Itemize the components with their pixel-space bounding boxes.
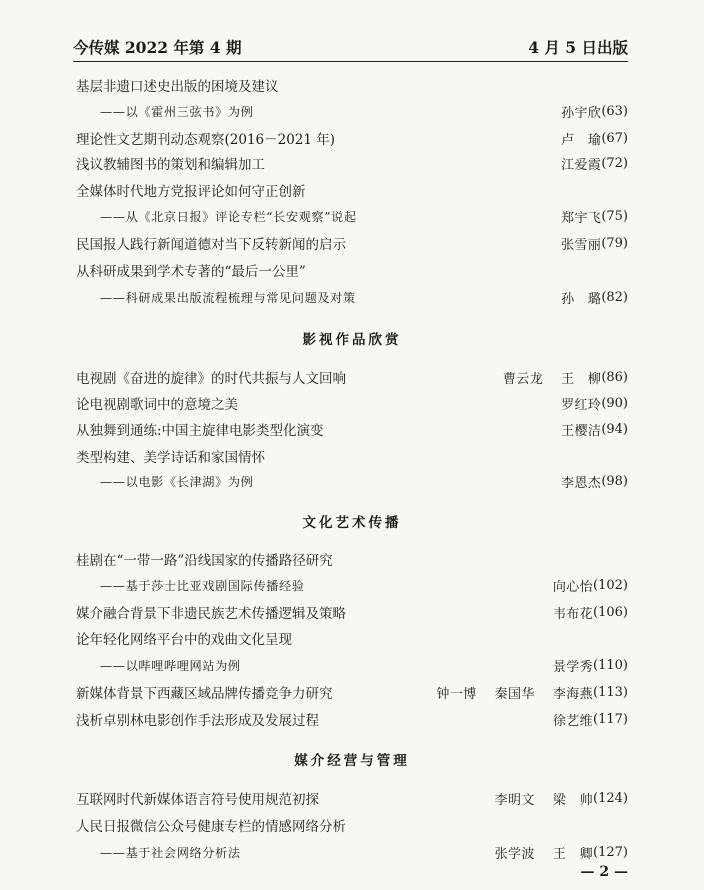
author-list bbox=[561, 154, 601, 173]
article-title: 从科研成果到学术专著的“最后一公里” bbox=[76, 264, 306, 280]
toc-entry-row[interactable] bbox=[76, 418, 628, 440]
author-list bbox=[561, 288, 601, 307]
author-list bbox=[553, 603, 593, 622]
toc-entry-row[interactable] bbox=[76, 445, 628, 467]
journal-issue: 今传媒 2022 年第 4 期 bbox=[73, 38, 242, 57]
toc-entry-row[interactable] bbox=[76, 74, 628, 96]
page-number: — 2 — bbox=[580, 864, 628, 880]
author-name: 李海燕 bbox=[552, 686, 594, 702]
author-list bbox=[561, 207, 601, 226]
article-title: 论年轻化网络平台中的戏曲文化呈现 bbox=[76, 632, 292, 648]
section-heading: 媒介经营与管理 bbox=[294, 753, 410, 769]
author-list bbox=[553, 656, 593, 675]
article-subtitle: ——科研成果出版流程梳理与常见问题及对策 bbox=[100, 290, 356, 305]
page-ref: (124) bbox=[593, 790, 628, 806]
page-ref: (110) bbox=[593, 657, 628, 673]
page-ref: (86) bbox=[601, 369, 628, 385]
header-rule bbox=[73, 61, 628, 62]
article-subtitle: ——以《霍州三弦书》为例 bbox=[100, 104, 254, 119]
page-ref: (72) bbox=[601, 155, 628, 171]
toc-entry-row[interactable] bbox=[76, 601, 628, 623]
author-name: 徐艺维 bbox=[552, 713, 594, 729]
author-name: 张雪丽 bbox=[561, 237, 602, 253]
article-subtitle: ——以电影《长津湖》为例 bbox=[100, 474, 254, 489]
article-title: 新媒体背景下西藏区域品牌传播竞争力研究 bbox=[76, 686, 333, 702]
toc-entry-row[interactable] bbox=[76, 392, 628, 414]
author-name: 郑宇飞 bbox=[561, 210, 602, 226]
page-ref: (94) bbox=[601, 421, 628, 437]
author-name: 景学秀 bbox=[552, 659, 594, 675]
toc-entry-row[interactable] bbox=[76, 814, 628, 836]
page-ref: (82) bbox=[601, 289, 628, 305]
author-list bbox=[561, 472, 601, 491]
page-ref: (75) bbox=[601, 208, 628, 224]
article-title: 全媒体时代地方党报评论如何守正创新 bbox=[76, 184, 306, 200]
author-list bbox=[495, 789, 593, 808]
toc-subtitle-row[interactable] bbox=[100, 286, 628, 308]
author-name: 江爱霞 bbox=[561, 157, 602, 173]
toc-subtitle-row[interactable] bbox=[100, 841, 628, 863]
article-title: 论电视剧歌词中的意境之美 bbox=[76, 397, 238, 413]
author-name: 王 卿 bbox=[552, 846, 594, 862]
article-subtitle: ——基于社会网络分析法 bbox=[100, 845, 241, 860]
toc-entry-row[interactable] bbox=[76, 787, 628, 809]
page-ref: (98) bbox=[601, 473, 628, 489]
running-header bbox=[73, 34, 628, 60]
publication-date: 4 月 5 日出版 bbox=[528, 38, 628, 57]
author-list bbox=[553, 710, 593, 729]
author-name: 秦国华 bbox=[494, 686, 535, 702]
toc-subtitle-row[interactable] bbox=[100, 574, 628, 596]
toc-entry-row[interactable] bbox=[76, 232, 628, 254]
toc-subtitle-row[interactable] bbox=[100, 654, 628, 676]
article-title: 类型构建、美学诗话和家国情怀 bbox=[76, 450, 265, 466]
article-title: 浅议教辅图书的策划和编辑加工 bbox=[76, 157, 265, 173]
author-list bbox=[495, 843, 593, 862]
author-list bbox=[561, 129, 601, 148]
section-heading: 文化艺术传播 bbox=[302, 515, 402, 531]
article-subtitle: ——从《北京日报》评论专栏“长安观察”说起 bbox=[100, 209, 357, 224]
author-name: 韦布花 bbox=[552, 606, 594, 622]
toc-subtitle-row[interactable] bbox=[100, 100, 628, 122]
article-title: 互联网时代新媒体语言符号使用规范初探 bbox=[76, 792, 319, 808]
author-list bbox=[561, 394, 601, 413]
toc-entry-row[interactable] bbox=[76, 179, 628, 201]
article-title: 从独舞到通练:中国主旋律电影类型化演变 bbox=[76, 423, 324, 439]
article-title: 理论性文艺期刊动态观察(2016－2021 年) bbox=[76, 132, 336, 148]
article-title: 桂剧在“一带一路”沿线国家的传播路径研究 bbox=[76, 553, 333, 569]
page-ref: (117) bbox=[593, 711, 628, 727]
section-heading: 影视作品欣赏 bbox=[302, 332, 402, 348]
author-name: 张学波 bbox=[494, 846, 535, 862]
page-ref: (102) bbox=[593, 577, 628, 593]
toc-entry-row[interactable] bbox=[76, 627, 628, 649]
author-name: 卢 瑜 bbox=[561, 132, 602, 148]
toc-subtitle-row[interactable] bbox=[100, 470, 628, 492]
toc-entry-row[interactable] bbox=[76, 366, 628, 388]
page-ref: (113) bbox=[593, 684, 628, 700]
author-list bbox=[436, 683, 593, 702]
article-subtitle: ——以哔哩哔哩网站为例 bbox=[100, 658, 241, 673]
article-title: 人民日报微信公众号健康专栏的情感网络分析 bbox=[76, 819, 346, 835]
author-list bbox=[561, 420, 601, 439]
author-name: 孙宇欣 bbox=[561, 105, 602, 121]
author-list bbox=[553, 576, 593, 595]
author-list bbox=[561, 234, 601, 253]
page-ref: (127) bbox=[593, 844, 628, 860]
page-ref: (79) bbox=[601, 235, 628, 251]
article-title: 电视剧《奋进的旋律》的时代共振与人文回响 bbox=[76, 371, 346, 387]
author-name: 王樱洁 bbox=[561, 423, 602, 439]
author-name: 王 柳 bbox=[561, 371, 602, 387]
page-ref: (106) bbox=[593, 604, 628, 620]
toc-entry-row[interactable] bbox=[76, 548, 628, 570]
author-name: 李明文 bbox=[494, 792, 535, 808]
author-list bbox=[561, 102, 601, 121]
author-name: 钟一博 bbox=[436, 686, 477, 702]
author-name: 孙 璐 bbox=[561, 291, 602, 307]
author-name: 罗红玲 bbox=[561, 397, 602, 413]
article-title: 基层非遗口述史出版的困境及建议 bbox=[76, 79, 279, 95]
article-subtitle: ——基于莎士比亚戏剧国际传播经验 bbox=[100, 578, 305, 593]
author-list bbox=[503, 368, 601, 387]
article-title: 浅析卓别林电影创作手法形成及发展过程 bbox=[76, 713, 319, 729]
page-ref: (63) bbox=[601, 103, 628, 119]
author-name: 向心怡 bbox=[552, 579, 594, 595]
toc-entry-row[interactable] bbox=[76, 152, 628, 174]
author-name: 梁 帅 bbox=[552, 792, 594, 808]
article-title: 民国报人践行新闻道德对当下反转新闻的启示 bbox=[76, 237, 346, 253]
page-ref: (67) bbox=[601, 130, 628, 146]
page-ref: (90) bbox=[601, 395, 628, 411]
author-name: 曹云龙 bbox=[502, 371, 544, 387]
toc-entry-row[interactable] bbox=[76, 681, 628, 703]
article-title: 媒介融合背景下非遗民族艺术传播逻辑及策略 bbox=[76, 606, 346, 622]
toc-subtitle-row[interactable] bbox=[100, 205, 628, 227]
toc-entry-row[interactable] bbox=[76, 708, 628, 730]
toc-entry-row[interactable] bbox=[76, 127, 628, 149]
toc-entry-row[interactable] bbox=[76, 259, 628, 281]
author-name: 李恩杰 bbox=[561, 475, 602, 491]
